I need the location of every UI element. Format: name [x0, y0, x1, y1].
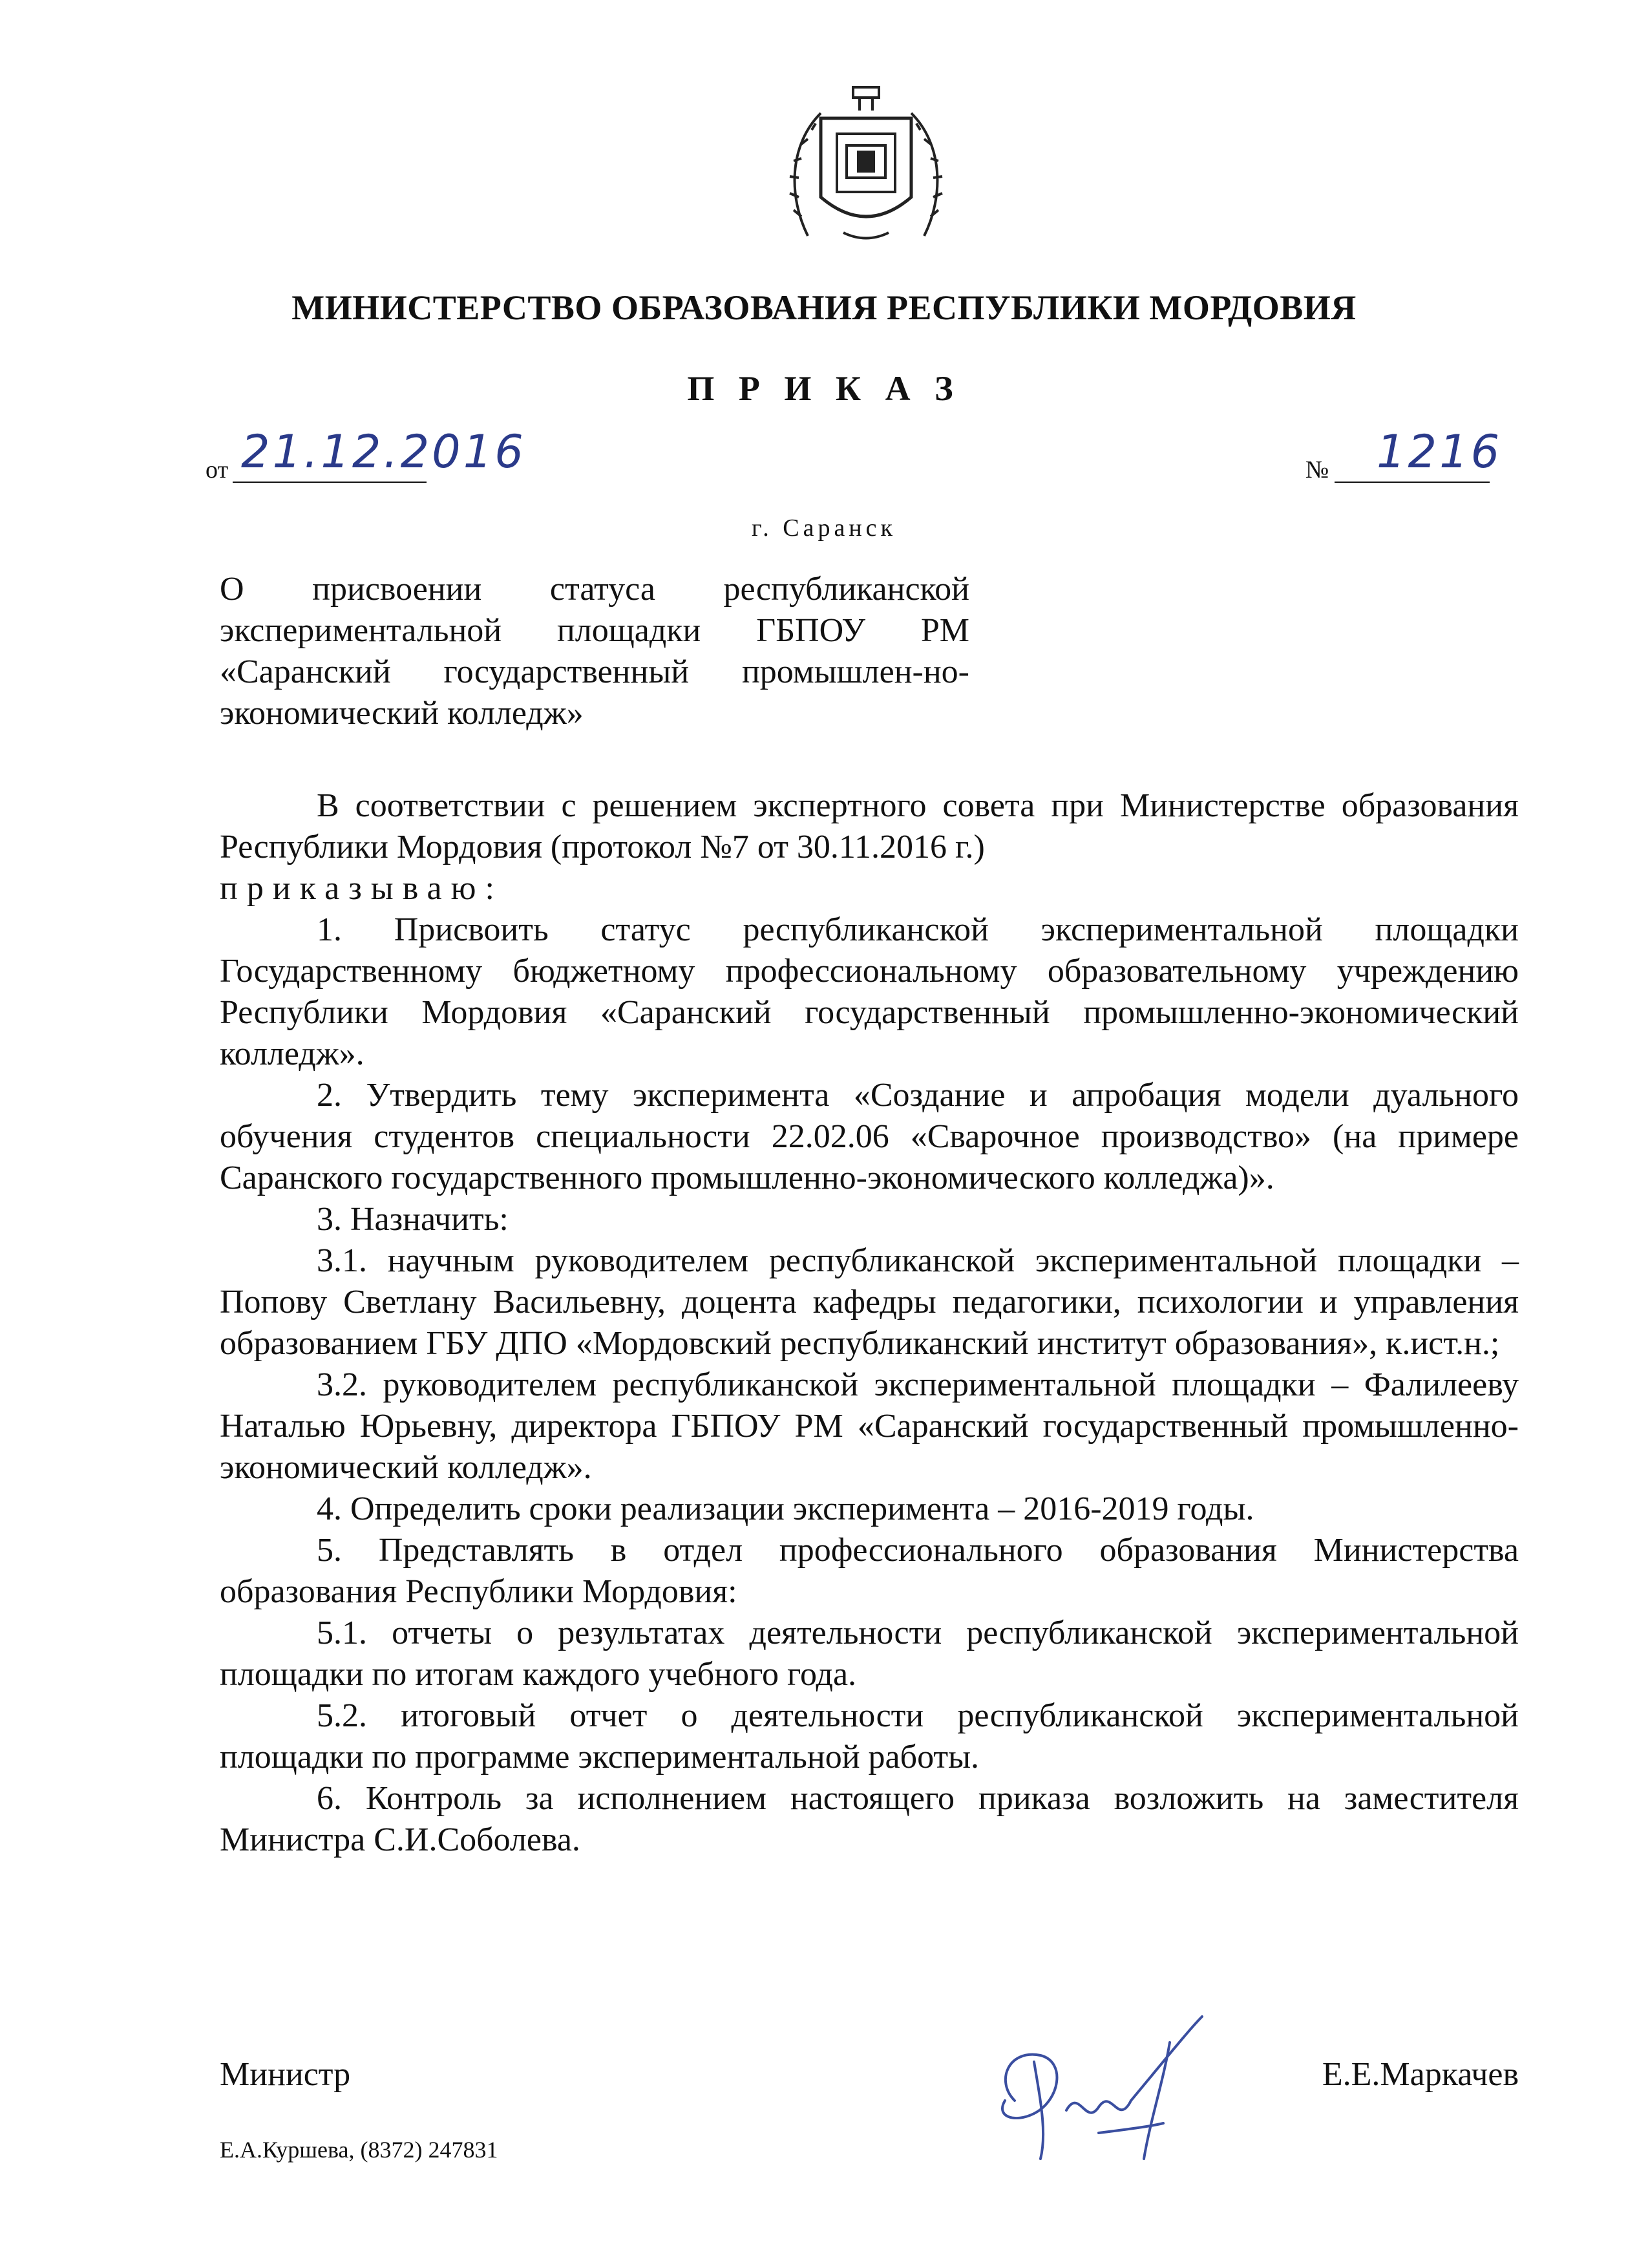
- item-3-1: 3.1. научным руководителем республиканской экспериментальной площадки – Попову Светлану Васильевну, доцента кафедры педагогики, психологии и управления образованием ГБУ ДПО «Мордовский республиканский институт образования», к.ист.н.;: [220, 1242, 1519, 1362]
- city-line: г. Саранск: [751, 514, 897, 542]
- order-body: [220, 785, 1519, 1861]
- intro-text: В соответствии с решением экспертного совета при Министерстве образования Республики Мордовия (протокол №7 от 30.11.2016 г.): [220, 787, 1519, 865]
- intro-paragraph: [220, 785, 1519, 868]
- coat-of-arms-emblem: [782, 74, 950, 249]
- date-prefix: от: [206, 456, 229, 483]
- number-underline: [1335, 482, 1490, 483]
- item-3: 3. Назначить:: [317, 1201, 509, 1238]
- number-handwritten: 1216: [1377, 425, 1503, 478]
- item-1: 1. Присвоить статус республиканской экспериментальной площадки Государственному бюджетному профессиональному образовательному учреждению Республики Мордовия «Саранский государственный промышленно-экономический колледж».: [220, 911, 1519, 1072]
- item-4: 4. Определить сроки реализации эксперимента – 2016-2019 годы.: [317, 1490, 1254, 1527]
- item-3-2: 3.2. руководителем республиканской экспериментальной площадки – Фалилееву Наталью Юрьевну, директора ГБПОУ РМ «Саранский государственный промышленно-экономический колледж».: [220, 1366, 1519, 1486]
- item-2: 2. Утвердить тему эксперимента «Создание и апробация модели дуального обучения студентов специальности 22.02.06 «Сварочное производство» (на примере Саранского государственного промышленно-экономического колледжа)».: [220, 1077, 1519, 1196]
- date-handwritten: 21.12.2016: [241, 425, 526, 478]
- signatory-position: Министр: [220, 2056, 351, 2093]
- orders-word: приказываю:: [220, 870, 503, 907]
- item-5-1: 5.1. отчеты о результатах деятельности республиканской экспериментальной площадки по итогам каждого учебного года.: [220, 1615, 1519, 1693]
- signature-icon: [969, 2004, 1241, 2172]
- number-prefix: №: [1305, 456, 1329, 483]
- document-type-title: П Р И К А З: [687, 369, 961, 408]
- item-6: 6. Контроль за исполнением настоящего приказа возложить на заместителя Министра С.И.Соболева.: [220, 1780, 1519, 1858]
- order-subject: О присвоении статуса республиканской экспериментальной площадки ГБПОУ РМ «Саранский государственный промышлен-но-экономический колледж»: [220, 571, 969, 732]
- signatory-name: Е.Е.Маркачев: [1322, 2056, 1519, 2093]
- contact-line: Е.А.Куршева, (8372) 247831: [220, 2137, 498, 2163]
- ministry-title: МИНИСТЕРСТВО ОБРАЗОВАНИЯ РЕСПУБЛИКИ МОРДОВИЯ: [291, 288, 1357, 327]
- item-5: 5. Представлять в отдел профессионального образования Министерства образования Республики Мордовия:: [220, 1532, 1519, 1610]
- item-5-2: 5.2. итоговый отчет о деятельности республиканской экспериментальной площадки по программе экспериментальной работы.: [220, 1697, 1519, 1775]
- date-underline: [233, 482, 427, 483]
